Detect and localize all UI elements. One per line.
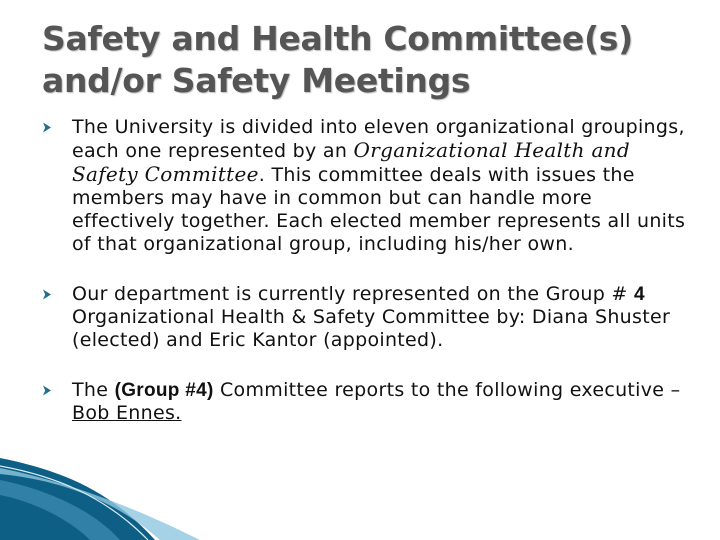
bullet-list xyxy=(42,116,692,425)
bullet-text: The University is divided into eleven organizational groupings, each one represented by an xyxy=(72,116,685,162)
executive-name: Bob Ennes. xyxy=(72,402,182,424)
bullet-item-university-groupings xyxy=(42,116,692,256)
group-number: 4 xyxy=(633,284,645,305)
slide-title xyxy=(42,18,682,102)
bullet-text: Committee reports to the following executive – xyxy=(213,379,681,401)
group-label-bold: (Group #4) xyxy=(114,380,214,401)
arrow-bullet-icon xyxy=(42,289,52,300)
bullet-item-department-representation xyxy=(42,283,692,352)
decorative-swoosh xyxy=(0,440,720,540)
bullet-item-reporting-executive xyxy=(42,379,692,425)
title-line-1: Safety and Health Committee(s) xyxy=(42,19,633,58)
bullet-text: Organizational Health & Safety Committee by: Diana Shuster (elected) and Eric Kantor (appointed). xyxy=(72,306,671,351)
bullet-text: . This committee deals with issues the members may have in common but can handle more effectively together. Each elected member represents all units of that organizational group, including his/her own. xyxy=(72,164,686,255)
committee-name-italic: Organizational Health and Safety Committee xyxy=(72,138,630,186)
bullet-text: The xyxy=(72,379,115,401)
title-line-2: and/or Safety Meetings xyxy=(42,61,471,100)
arrow-bullet-icon xyxy=(42,385,52,396)
bullet-text: Our department is currently represented on the Group # xyxy=(72,283,634,305)
arrow-bullet-icon xyxy=(42,122,52,133)
